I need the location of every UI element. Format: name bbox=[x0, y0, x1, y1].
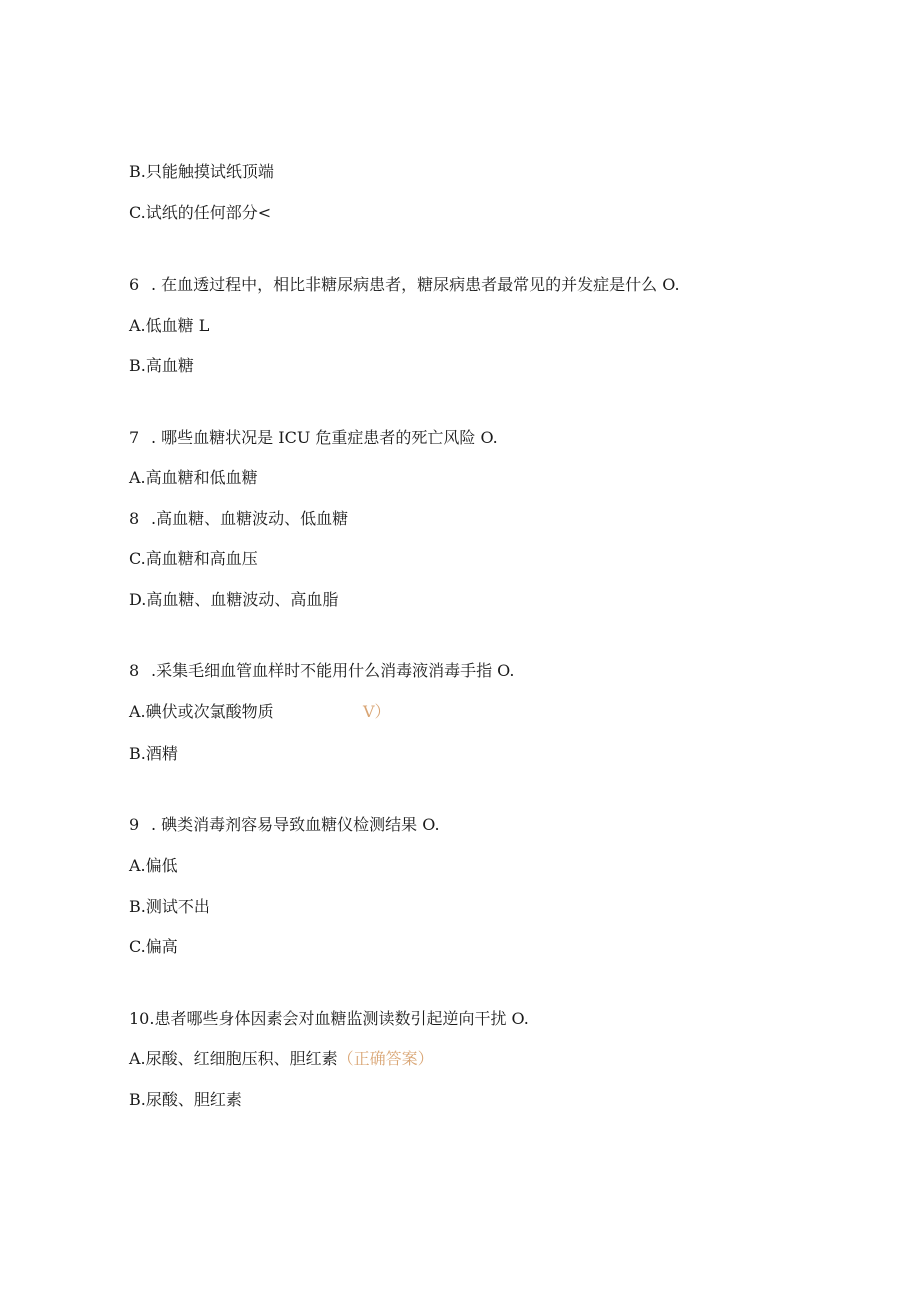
option-c: C.高血糖和高血压 bbox=[129, 549, 258, 568]
option-text: A.尿酸、红细胞压积、胆红素 bbox=[129, 1049, 338, 1068]
option-a: A.高血糖和低血糖 bbox=[129, 468, 258, 487]
option-b bbox=[129, 509, 348, 529]
option-number: 8 bbox=[129, 509, 140, 528]
question-9 bbox=[129, 815, 440, 835]
question-7 bbox=[129, 428, 498, 448]
option-c: C.偏高 bbox=[129, 937, 178, 956]
question-number: 9 bbox=[129, 815, 140, 834]
question-number: 7 bbox=[129, 428, 140, 447]
question-10: 10.患者哪些身体因素会对血糖监测读数引起逆向干扰 O. bbox=[129, 1009, 529, 1028]
option-b: B.高血糖 bbox=[129, 356, 194, 375]
question-text: . 碘类消毒剂容易导致血糖仪检测结果 O. bbox=[151, 815, 440, 834]
option-a: A.偏低 bbox=[129, 856, 178, 875]
option-b: B.酒精 bbox=[129, 744, 178, 763]
question-text: . 哪些血糖状况是 ICU 危重症患者的死亡风险 O. bbox=[151, 428, 498, 447]
correct-answer-mark: （正确答案） bbox=[337, 1049, 434, 1068]
answer-mark: V） bbox=[363, 702, 391, 721]
question-6 bbox=[129, 275, 680, 295]
option-c: C.试纸的任何部分< bbox=[129, 203, 272, 222]
option-a bbox=[129, 1049, 434, 1069]
option-text: .高血糖、血糖波动、低血糖 bbox=[151, 509, 349, 528]
option-b: B.测试不出 bbox=[129, 897, 210, 916]
question-text: .采集毛细血管血样时不能用什么消毒液消毒手指 O. bbox=[151, 661, 515, 680]
question-text: . 在血透过程中，相比非糖尿病患者，糖尿病患者最常见的并发症是什么 O. bbox=[151, 275, 680, 294]
option-a: A.碘伏或次氯酸物质 bbox=[129, 702, 274, 721]
option-b: B.只能触摸试纸顶端 bbox=[129, 162, 274, 181]
question-number: 8 bbox=[129, 661, 140, 680]
option-d: D.高血糖、血糖波动、高血脂 bbox=[129, 590, 339, 609]
question-number: 6 bbox=[129, 275, 140, 294]
question-8 bbox=[129, 661, 514, 681]
option-a: A.低血糖 L bbox=[129, 316, 210, 335]
option-b: B.尿酸、胆红素 bbox=[129, 1090, 242, 1109]
